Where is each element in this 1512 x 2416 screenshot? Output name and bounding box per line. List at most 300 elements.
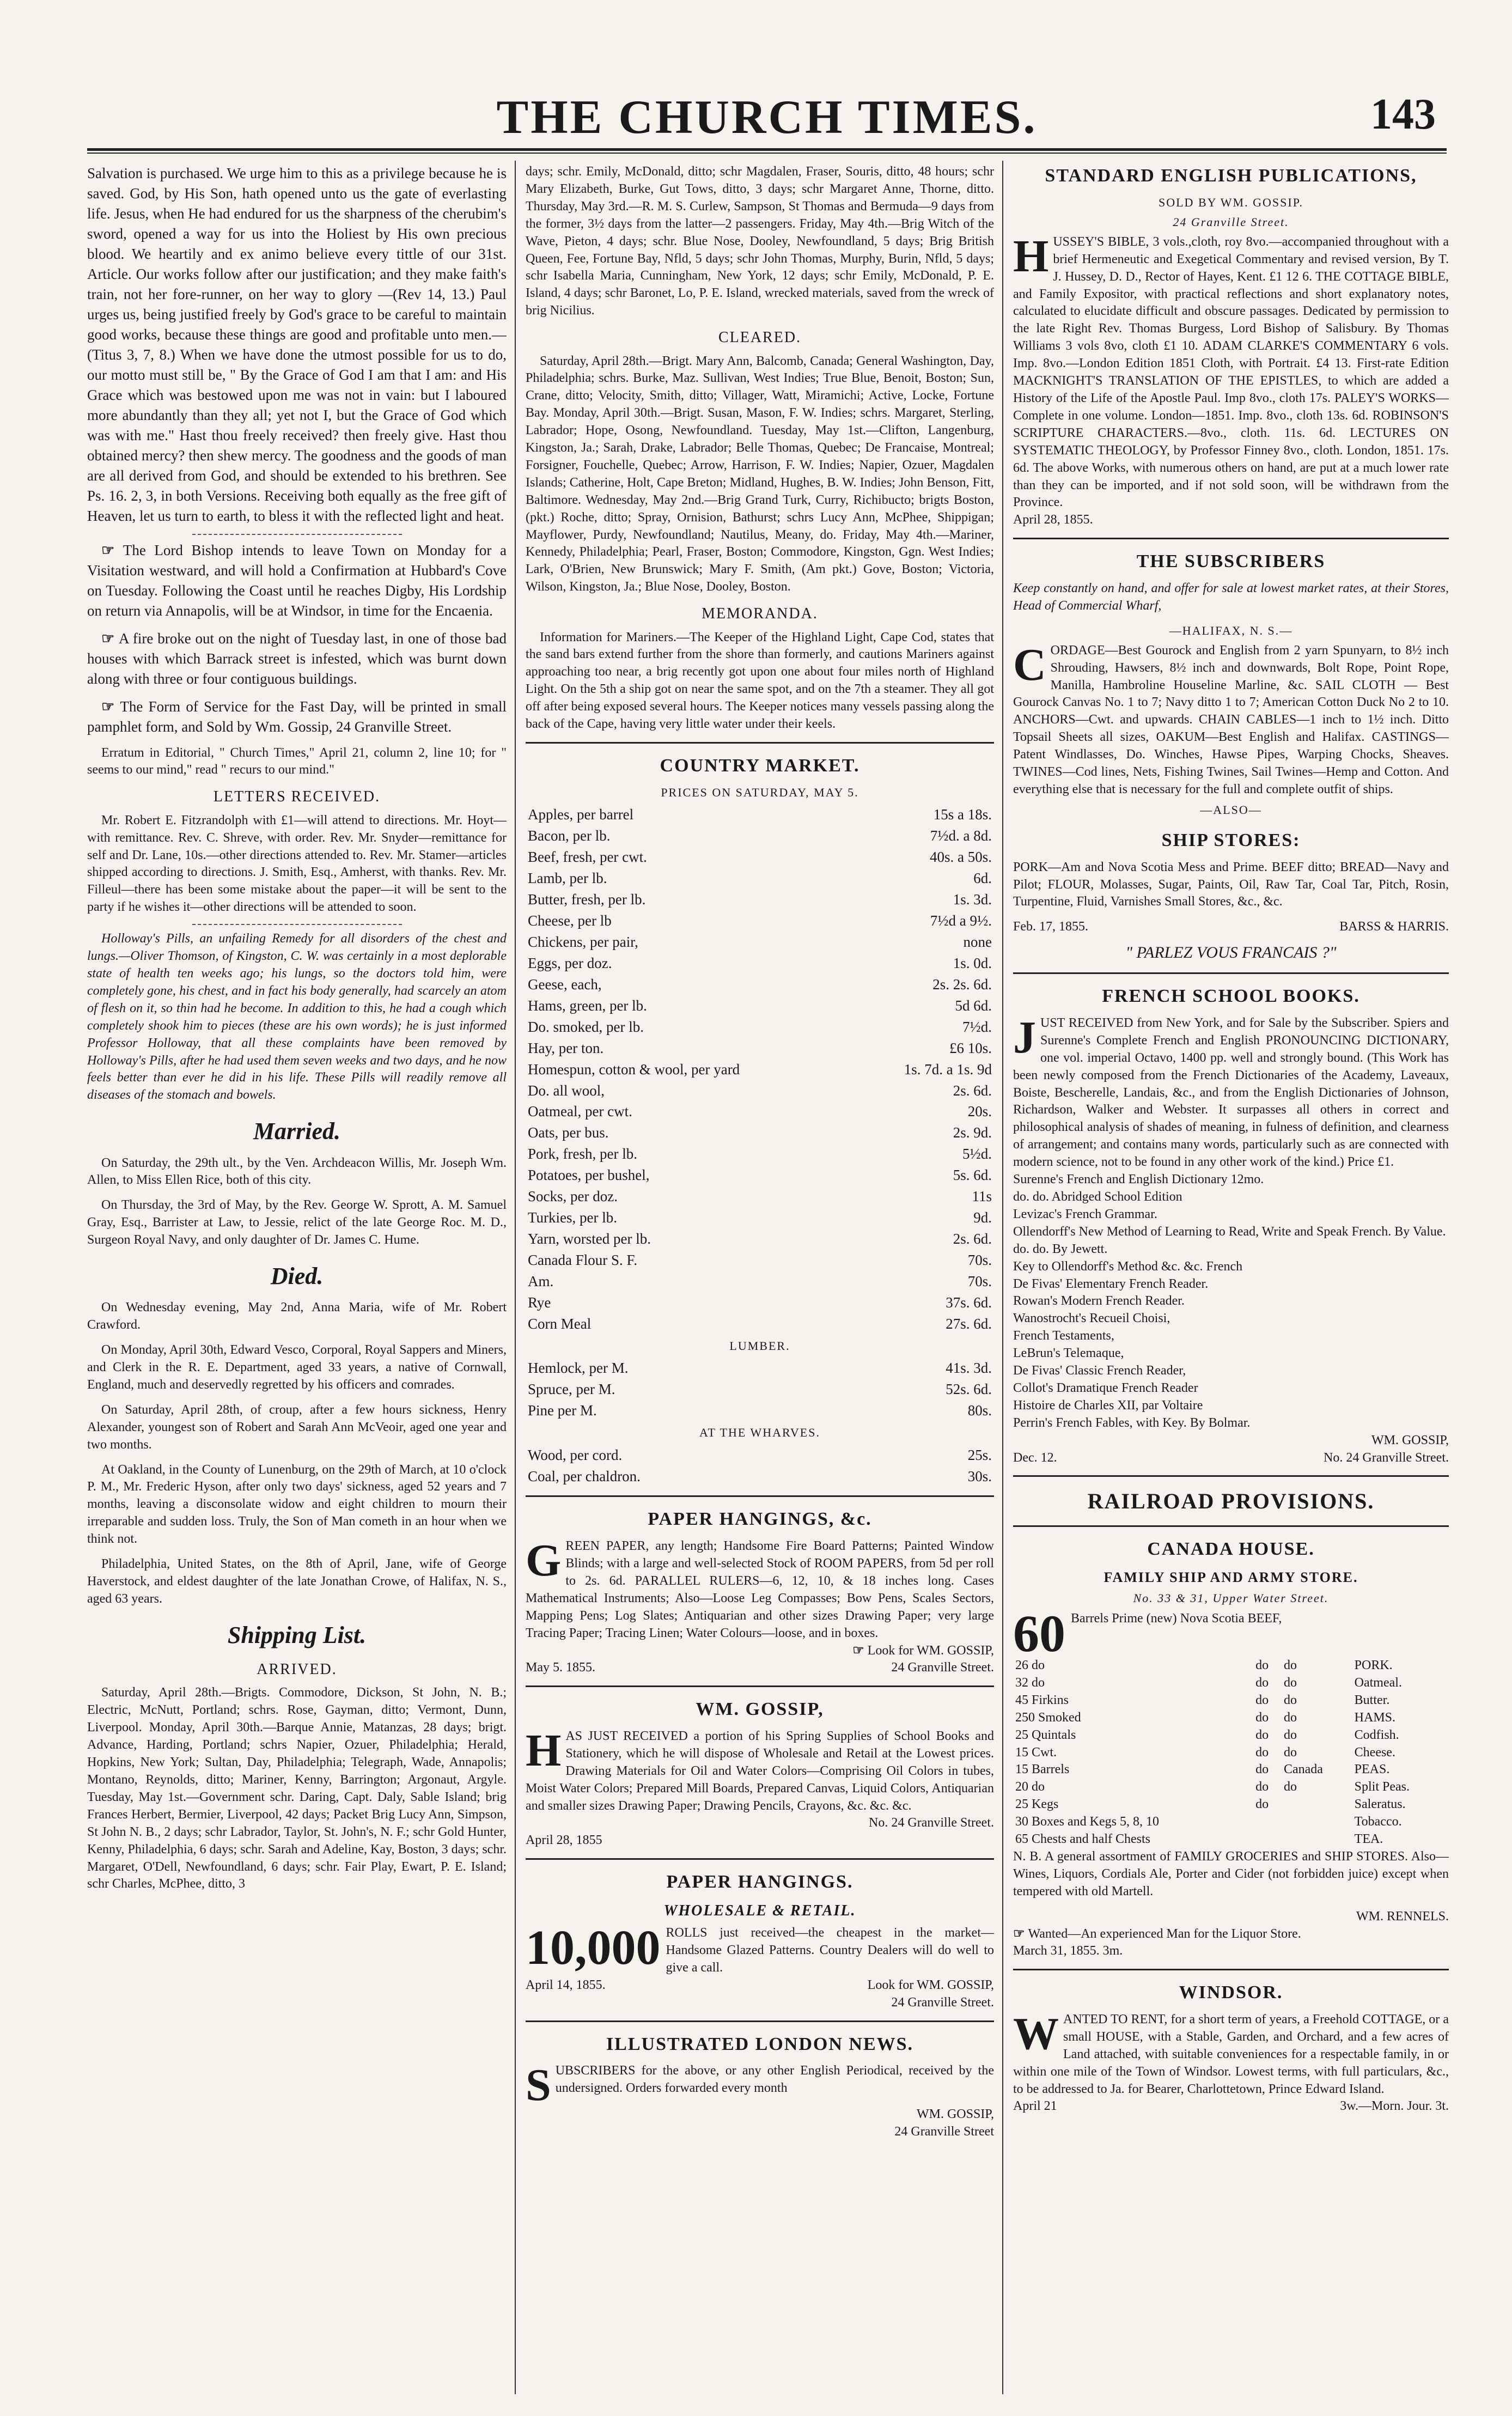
market-row-cell: Do. all wool, — [528, 1082, 605, 1099]
section-rule — [1013, 972, 1449, 974]
market-row — [526, 825, 994, 847]
french-date: Dec. 12. — [1013, 1450, 1057, 1465]
memoranda-text: Information for Mariners.—The Keeper of the Highland Light, Cape Cod, states that the sand bars extend further from the shore than formerly, and cautions Mariners against approaching too near, a brig recently got upon one about four miles north of Highland Light. On the 5th a ship got on near the same spot, and on the 7th a steamer. They all got off after being exposed several hours. The Keeper notices many vessels passing along the back of the Cape, having very little water under their keels. — [526, 630, 994, 732]
cleared-text: Saturday, April 28th.—Brigt. Mary Ann, Balcomb, Canada; General Washington, Day, Philadelphia; schrs. Burke, Maz. Sullivan, West Indies; True Blue, Benoit, Boston; Sun, Crane, ditto; Velocity, Smith, ditto; Villager, Watt, Miramichi; Active, Locke, Fortune Bay. Monday, April 30th.—Brigt. Susan, Mason, F. W. Indies; schrs. Margaret, Sterling, Labrador; Hope, Osong, Newfoundland. Tuesday, May 1st.—Clifton, Langenburg, Kingston, Ja.; Sarah, Drake, Labrador; Belle Thomas, Quebec; De Francaise, Montreal; Forsigner, Fouchelle, Quebec; Arrow, Harrison, F. W. Indies; Napier, Ozuer, Magdalen Islands; Catherine, Holt, Cape Breton; Midland, Hughes, B. W. Indies; John Benson, Fitt, Baltimore. Wednesday, May 2nd.—Brig Grand Turk, Curry, Richibucto; brigts Boston, (pkt.) Roche, ditto; Spray, Ornision, Bathurst; schrs Lucy Ann, McPhee, Shippigan; Mayflower, Purdy, Newfoundland; Nautilus, Meany, do. Friday, May 4th.—Mariner, Kennedy, Philadelphia; Pearl, Fraser, Boston; Commodore, Kingston, Ggn. West Indies; Lark, O'Brien, New Brunswick; Mary F. Smith, (Am pkt.) Gove, Boston; Victoria, Wilson, Kingston, Ja.; Blue Nose, Dooley, Boston. — [526, 354, 994, 594]
masthead-rule — [87, 148, 1447, 154]
paper-date: May 5. 1855. — [526, 1660, 595, 1675]
market-row-cell: Pork, fresh, per lb. — [528, 1146, 637, 1163]
gossip-date: April 28, 1855 — [526, 1833, 602, 1848]
lumber-table — [526, 1358, 994, 1421]
section-rule — [1013, 1969, 1449, 1970]
stock-row-cell: do — [1255, 1710, 1269, 1725]
stock-row-cell: 30 Boxes and Kegs 5, 8, 10 — [1015, 1815, 1159, 1829]
pointing-hand-icon: ☞ — [101, 541, 123, 558]
london-heading: ILLUSTRATED LONDON NEWS. — [606, 2034, 914, 2054]
paper-look-line — [526, 1642, 994, 1660]
stock-row-cell: do — [1283, 1780, 1297, 1794]
stock-row-cell: do — [1283, 1658, 1297, 1672]
windsor-heading: WINDSOR. — [1179, 1982, 1283, 2003]
lumber-row-cell: Spruce, per M. — [528, 1381, 615, 1398]
market-row-cell: 7½d. — [962, 1018, 992, 1035]
divider — [192, 924, 402, 925]
stock-row-cell: do — [1255, 1727, 1269, 1742]
std-date: April 28, 1855. — [1013, 513, 1093, 527]
paper-address: 24 Granville Street. — [891, 1660, 994, 1675]
married-heading: Married. — [253, 1118, 341, 1145]
std-address: 24 Granville Street. — [1173, 215, 1289, 229]
market-row-cell: 5s. 6d. — [953, 1167, 992, 1184]
section-rule — [1013, 1475, 1449, 1477]
stock-row-cell: 250 Smoked — [1015, 1710, 1081, 1725]
market-row — [526, 1292, 994, 1313]
market-row-cell: 70s. — [967, 1273, 992, 1290]
market-row — [526, 1271, 994, 1292]
market-row — [526, 995, 994, 1017]
canada-address: No. 33 & 31, Upper Water Street. — [1133, 1591, 1329, 1605]
paper-advert-text: REEN PAPER, any length; Handsome Fire Board Patterns; Painted Window Blinds; with a large and well-selected Stock of ROOM PAPERS, from 5d per roll to 2s. 6d. PARALLEL RULERS—6, 12, 10, & 18 inches long. Cases Mathematical Instruments; Also—Loose Leg Compasses; Bow Pens, Scales Sectors, Mapping Pens; Log Slates; Antiquarian and other sizes Drawing Paper; very large Tracing Paper; Tracing Linen; Water Colours—loose, and in boxes. — [526, 1539, 994, 1640]
died-entry: At Oakland, in the County of Lunenburg, on the 29th of March, at 10 o'clock P. M., Mr. Frederic Hyson, after only two days' sickness, aged 52 years and 7 months, leaving a disconsolate widow and eight children to mourn their irreparable and sudden loss. Truly, the Son of Man cometh in an hour when we think not. — [87, 1462, 507, 1547]
wharves-row — [526, 1445, 994, 1466]
stock-row — [1013, 1727, 1449, 1744]
london-address: 24 Granville Street — [894, 2124, 994, 2139]
stock-row-cell: Canada — [1283, 1762, 1323, 1777]
gossip-address: No. 24 Granville Street. — [869, 1816, 994, 1830]
erratum: Erratum in Editorial, " Church Times," April 21, column 2, line 10; for " seems to our mind," read " recurs to our mind." — [87, 745, 507, 777]
french-book-item: Ollendorff's New Method of Learning to Read, Write and Speak French. By Value. — [1013, 1224, 1446, 1239]
london-sign: WM. GOSSIP, — [916, 2107, 994, 2121]
canada-wanted — [1013, 1926, 1449, 1943]
canada-wanted-text: Wanted—An experienced Man for the Liquor Store. — [1028, 1926, 1301, 1941]
stock-row — [1013, 1779, 1449, 1796]
stock-row — [1013, 1709, 1449, 1727]
market-row — [526, 910, 994, 932]
london-advert-text: UBSCRIBERS for the above, or any other English Periodical, received by the undersigned. Orders forwarded every month — [555, 2064, 994, 2096]
market-row-cell: none — [963, 933, 992, 950]
french-book-item: Perrin's French Fables, with Key. By Bolmar. — [1013, 1415, 1251, 1430]
london-advert — [526, 2062, 994, 2140]
lumber-row — [526, 1358, 994, 1379]
market-row-cell: 70s. — [967, 1252, 992, 1269]
french-advert-text: UST RECEIVED from New York, and for Sale by the Subscriber. Spiers and Surenne's Complete French and English PRONOUNCING DICTIONARY, one vol. imperial Octavo, 1400 pp. well and strongly bound. (This Work has been newly composed from the French Dictionaries of the Academy, Laveaux, Boiste, Bescherelle, Landais, &c., and from the English Dictionaries of Johnson, Richardson, Walker and Webster. It surpasses all others in correct and philosophical analysis of shades of meaning, in fulness of definition, and clearness of arrangement; and contains many words, particularly such as are connected with modern science, not to be found in any other work of the kind.) Price £1. — [1013, 1015, 1449, 1170]
stock-row-cell: do — [1283, 1710, 1297, 1725]
market-row-cell: Lamb, per lb. — [528, 869, 607, 886]
stock-row — [1013, 1813, 1449, 1831]
std-heading: STANDARD ENGLISH PUBLICATIONS, — [1045, 166, 1417, 186]
fast-day-notice-text: The Form of Service for the Fast Day, will be printed in small pamphlet form, and Sold by Wm. Gossip, 24 Granville Street. — [87, 698, 507, 735]
stock-row-cell — [1282, 1796, 1352, 1813]
section-rule — [1013, 1525, 1449, 1527]
market-row-cell: Potatoes, per bushel, — [528, 1167, 650, 1184]
market-row-cell: 2s. 2s. 6d. — [932, 976, 992, 993]
market-row-cell: 1s. 3d. — [953, 891, 992, 908]
arrivals-continued: days; schr. Emily, McDonald, ditto; schr Magdalen, Fraser, Souris, ditto, 48 hours; schr Mary Elizabeth, Burke, Gut Tows, ditto, 3 days; schr Margaret Anne, Thorne, ditto. Thursday, May 3rd.—R. M. S. Curlew, Sampson, St Thomas and Bermuda—9 days from the former, 3½ days from the latter—2 passengers. Friday, May 4th.—Brig Witch of the Wave, Pieton, 4 days; schr. Blue Nose, Dooley, Newfoundland, 5 days; Brig British Queen, Fee, Fortune Bay, Nfld, 5 days; schr John Thomas, Murphy, Burin, Nfld, 5 days; schr Isabella Maria, Cunningham, New York, 12 days; schr Emily, McDonald, P. E. Island, 4 days; schr Baronet, Lo, P. E. Island, wrecked materials, saved from the wreck of brig Nicilius. — [526, 165, 994, 318]
french-heading: FRENCH SCHOOL BOOKS. — [1102, 986, 1360, 1007]
market-row-cell: Cheese, per lb — [528, 912, 612, 929]
wharves-row-cell: 25s. — [967, 1446, 992, 1463]
market-row — [526, 953, 994, 974]
section-rule — [526, 1495, 994, 1497]
arrived-heading: ARRIVED. — [257, 1661, 337, 1678]
french-footer — [1013, 1450, 1449, 1467]
pointing-hand-icon: ☞ — [852, 1643, 868, 1658]
market-row-cell: 9d. — [973, 1209, 992, 1226]
stock-row-cell: 32 do — [1015, 1675, 1045, 1690]
market-row-cell: 5d 6d. — [955, 997, 992, 1014]
stock-row-cell: Split Peas. — [1354, 1780, 1410, 1794]
holloway-advert: Holloway's Pills, an unfailing Remedy for all disorders of the chest and lungs.—Oliver Thomson, of Kingston, C. W. was certainly in a most deplorable state of health ten weeks ago; his lungs, so the doctors told him, were completely gone, his chest, and in fact his body generally, had scarcely an atom of flesh on it, so thin had he become. In addition to this, he had a cough which completely shook him to pieces (these are his own words); he is just informed Professor Holloway, that all these complaints have been removed by Holloway's Pills, after he had used them seven weeks and two days, and he now feels better than ever he did in his life. These Pills will readily remove all diseases of the stomach and bowels. — [87, 932, 507, 1103]
memoranda-heading: MEMORANDA. — [702, 605, 818, 623]
market-row-cell: 40s. a 50s. — [930, 848, 992, 865]
died-entry: On Saturday, April 28th, of croup, after a few hours sickness, Henry Alexander, youngest son of Robert and Sarah Ann McVeoir, aged one year and two months. — [87, 1402, 507, 1452]
drop-cap: G — [526, 1535, 562, 1586]
died-entry: Philadelphia, United States, on the 8th of April, Jane, wife of George Haverstock, and eldest daughter of the late Jonathan Crowe, of Halifax, N. S., aged 63 years. — [87, 1557, 507, 1606]
hangings-date: April 14, 1855. — [526, 1977, 606, 1992]
market-row — [526, 1101, 994, 1122]
market-heading: COUNTRY MARKET. — [660, 756, 860, 776]
hangings-advert — [526, 1921, 994, 2012]
market-row — [526, 1080, 994, 1101]
subs-heading: THE SUBSCRIBERS — [1136, 551, 1326, 572]
stock-row-cell — [1282, 1813, 1352, 1831]
lumber-row — [526, 1379, 994, 1400]
french-book-list — [1013, 1171, 1449, 1432]
married-entry: On Saturday, the 29th ult., by the Ven. Archdeacon Willis, Mr. Joseph Wm. Allen, to Miss Ellen Rice, both of this city. — [87, 1155, 507, 1188]
fast-day-notice — [87, 697, 507, 737]
market-row — [526, 889, 994, 910]
ship-date: Feb. 17, 1855. — [1013, 920, 1088, 934]
column-divider — [1002, 161, 1003, 2394]
windsor-advert-text: ANTED TO RENT, for a short term of years, a Freehold COTTAGE, or a small HOUSE, with a Stable, Garden, and Orchard, and a few acres of Land attached, with suitable conveniences for a respectable family, in or within one mile of the Town of Windsor. Lowest terms, with full particulars, &c., to be addressed to Ja. for Bearer, Charlottetown, Prince Edward Island. — [1013, 2012, 1449, 2096]
canada-first-line: Barrels Prime (new) Nova Scotia BEEF, — [1071, 1611, 1282, 1626]
canada-subheading: FAMILY SHIP AND ARMY STORE. — [1103, 1569, 1358, 1585]
canada-date-line — [1013, 1943, 1449, 1960]
market-row-cell: 11s — [972, 1188, 992, 1205]
drop-cap: S — [526, 2060, 551, 2111]
hangings-look: Look for WM. GOSSIP, — [867, 1977, 994, 1992]
hangings-address: 24 Granville Street. — [891, 1995, 994, 2010]
market-row-cell: 2s. 6d. — [953, 1231, 992, 1247]
stock-row-cell: do — [1255, 1693, 1269, 1707]
stock-row-cell: Butter. — [1354, 1693, 1390, 1707]
stock-row-cell: do — [1255, 1675, 1269, 1690]
parlez-line: " PARLEZ VOUS FRANCAIS ?" — [1125, 944, 1337, 962]
column-2 — [526, 163, 994, 2391]
ship-heading: SHIP STORES: — [1161, 830, 1301, 851]
french-advert — [1013, 1012, 1449, 1171]
lumber-row-cell: 80s. — [967, 1402, 992, 1419]
stock-row-cell: PORK. — [1354, 1658, 1393, 1672]
french-book-item: French Testaments, — [1013, 1329, 1114, 1343]
french-sign: WM. GOSSIP, — [1371, 1433, 1449, 1447]
french-book-item: LeBrun's Telemaque, — [1013, 1346, 1124, 1361]
french-book-item: do. do. By Jewett. — [1013, 1242, 1108, 1256]
market-row-cell: Canada Flour S. F. — [528, 1252, 638, 1269]
column-3 — [1013, 163, 1449, 2391]
stock-row-cell: do — [1283, 1693, 1297, 1707]
market-subheading: PRICES ON SATURDAY, MAY 5. — [661, 785, 859, 799]
canada-nb: N. B. A general assortment of FAMILY GROCERIES and SHIP STORES. Also—Wines, Liquors, Cordials Ale, Porter and Cider (not forbidden juice) except when tempered with old Martell. — [1013, 1849, 1449, 1898]
market-row-cell: Yarn, worsted per lb. — [528, 1231, 651, 1247]
stock-row-cell: Codfish. — [1354, 1727, 1399, 1742]
market-row-cell: 5½d. — [962, 1146, 992, 1163]
column-1 — [87, 163, 507, 2391]
windsor-note: 3w.—Morn. Jour. 3t. — [1340, 2099, 1449, 2114]
stock-row-cell: do — [1255, 1745, 1269, 1760]
stock-row — [1013, 1675, 1449, 1692]
windsor-date: April 21 — [1013, 2099, 1057, 2114]
gossip-heading: WM. GOSSIP, — [696, 1699, 824, 1720]
canada-quantity: 60 — [1013, 1604, 1065, 1663]
letters-heading: LETTERS RECEIVED. — [213, 788, 381, 806]
market-row-cell: £6 10s. — [949, 1039, 992, 1056]
drop-cap: J — [1013, 1012, 1036, 1063]
subs-advert-text: ORDAGE—Best Gourock and English from 2 yarn Spunyarn, to 8½ inch Shrouding, Hawsers, 8½ inch and downwards, Bolt Rope, Point Rope, Manilla, Hambroline Houseline Marline, &c. SAIL CLOTH — Best Gourock Canvas No. 1 to 7; Navy ditto 1 to 7; American Cotton Duck No 2 to 10. ANCHORS—Cwt. and upwards. CHAIN CABLES—1 inch to 1½ inch. Ditto Topsail Sheets all sizes, OAKUM—Best English and Halifax. CASTINGS—Patent Windlasses, Do. Winches, Hawse Pipes, Warping Chocks, Sheaves. TWINES—Cod lines, Nets, Fishing Twines, Sail Twines—Hemp and Cotton. And everything else that is necessary for the full and complete outfit of ships. — [1013, 643, 1449, 796]
market-row-cell: 2s. 9d. — [953, 1124, 992, 1141]
stock-row-cell: 26 do — [1015, 1658, 1045, 1672]
ship-footer — [1013, 918, 1449, 936]
letters-text: Mr. Robert E. Fitzrandolph with £1—will attend to directions. Mr. Hoyt—with remittance. Rev. C. Shreve, with order. Rev. Mr. Snyder—remittance for self and Dr. Lane, 10s.—other directions attended to. Rev. Mr. Stamer—articles shipped according to directions. J. Smith, Esq., Amherst, with thanks. Rev. Mr. Filleul—there has been some mistake about the paper—it will be sent to the party if he wishes it—other directions will be attended to soon. — [87, 813, 507, 915]
windsor-footer — [1013, 2098, 1449, 2115]
windsor-advert — [1013, 2008, 1449, 2115]
french-book-item: Key to Ollendorff's Method &c. &c. French — [1013, 1259, 1243, 1274]
french-book-item: Rowan's Modern French Reader. — [1013, 1294, 1185, 1309]
market-row-cell: 1s. 0d. — [953, 954, 992, 971]
market-row — [526, 1059, 994, 1080]
market-row — [526, 1250, 994, 1271]
drop-cap: H — [1013, 230, 1049, 282]
french-book-item: Surenne's French and English Dictionary 12mo. — [1013, 1172, 1264, 1187]
market-row-cell: Corn Meal — [528, 1316, 592, 1332]
french-book-item: Histoire de Charles XII, par Voltaire — [1013, 1398, 1203, 1413]
canada-duration: 3m. — [1102, 1944, 1123, 1958]
market-row — [526, 1038, 994, 1059]
fire-notice — [87, 629, 507, 689]
died-entry: On Monday, April 30th, Edward Vesco, Corporal, Royal Sappers and Miners, and Clerk in the R. E. Department, aged 33 years, a native of Cornwall, England, much and deservedly regretted by his officers and comrades. — [87, 1343, 507, 1392]
french-book-item: Levizac's French Grammar. — [1013, 1207, 1157, 1221]
market-row-cell: Eggs, per doz. — [528, 954, 612, 971]
stock-row-cell: 65 Chests and half Chests — [1015, 1832, 1150, 1847]
market-row-cell: Rye — [528, 1294, 551, 1311]
fire-notice-text: A fire broke out on the night of Tuesday last, in one of those bad houses with which Barrack street is infested, which was burnt down along with three or four contiguous buildings. — [87, 630, 507, 687]
stock-row — [1013, 1744, 1449, 1762]
market-row — [526, 1186, 994, 1207]
market-row — [526, 868, 994, 889]
canada-date: March 31, 1855. — [1013, 1944, 1100, 1958]
market-row-cell: Turkies, per lb. — [528, 1209, 618, 1226]
market-row-cell: Hams, green, per lb. — [528, 997, 647, 1014]
died-heading: Died. — [270, 1263, 324, 1290]
married-entry: On Thursday, the 3rd of May, by the Rev. George W. Sprott, A. M. Samuel Gray, Esq., Barrister at Law, to Jessie, relict of the late George Roc. M. D., Surgeon Royal Navy, and only daughter of Dr. James C. Hume. — [87, 1198, 507, 1247]
french-address: No. 24 Granville Street. — [1324, 1450, 1449, 1465]
cleared-heading: CLEARED. — [718, 329, 802, 346]
market-row — [526, 1313, 994, 1335]
drop-cap: C — [1013, 639, 1046, 690]
market-row — [526, 804, 994, 825]
stock-row — [1013, 1657, 1449, 1675]
stock-row-cell: do — [1283, 1727, 1297, 1742]
arrived-text: Saturday, April 28th.—Brigts. Commodore, Dickson, St John, N. B.; Electric, McNutt, Portland; schrs. Rose, Gayman, ditto; Vermont, Dunn, Liverpool. Monday, April 30th.—Barque Annie, Matanzas, 28 days; brigt. Advance, Harding, Portland; schrs Napier, Ozuer, Philadelphia; Herald, Hopkins, New York; Sultan, Day, Philadelphia; Telegraph, Wade, Annapolis; Montano, Reynolds, ditto; Mariner, Kenny, Barrington; Argonaut, Argyle. Tuesday, May 1st.—Government schr. Daring, Capt. Daly, Sable Island; brig Frances Herbert, Bermier, Liverpool, 42 days; Packet Brig Lucy Ann, Simpson, St John N. B., 2 days; schr Labrador, Taylor, St. John's, N. F.; schr Gold Hunter, Kenny, Philadelphia, 6 days; schr. Sarah and Adeline, Kay, Boston, 3 days; schr. Margaret, O'Dell, Newfoundland, 6 days; schr. Fair Play, Ewart, P. E. Island; schr Charles, McPhee, ditto, 3 — [87, 1685, 507, 1891]
stock-row — [1013, 1761, 1449, 1779]
market-row-cell: Homespun, cotton & wool, per yard — [528, 1061, 740, 1078]
market-row — [526, 974, 994, 995]
lumber-row-cell: 52s. 6d. — [946, 1381, 992, 1398]
french-book-item: do. do. Abridged School Edition — [1013, 1189, 1182, 1204]
pointing-hand-icon: ☞ — [1013, 1926, 1028, 1941]
pointing-hand-icon: ☞ — [101, 630, 119, 647]
railroad-heading: RAILROAD PROVISIONS. — [1087, 1489, 1375, 1514]
stock-row-cell: do — [1255, 1797, 1269, 1812]
subs-advert — [1013, 639, 1449, 799]
editorial-paragraph: Salvation is purchased. We urge him to this as a privilege because he is saved. God, by His Son, hath opened unto us the gate of everlasting life. Jesus, when He had endured for us the sharpness of the cherubim's sword, opened a way for us into the Holiest by His own precious blood. We heartily and ex animo believe every tittle of our 31st. Article. Our works follow after our justification; and they make faith's train, not her fore-runner, on her way to glory —(Rev 14, 13.) Paul urges us, being justified freely by God's grace to be careful to maintain good works, because these things are good and profitable unto men.—(Titus 3, 7, 8.) When we have done the utmost possible for us to do, our motto must still be, " By the Grace of God I am that I am: and His Grace which was bestowed upon me was not in vain: but I laboured more abundantly than they all; yet not I, but the Grace of God which was with me." Hast thou freely received? then freely give. Hast thou obtained mercy? then shew mercy. The goodness and the goods of man are all derived from God, and should be extended to his brethren. See Ps. 16. 2, 3, in both Versions. Receiving both equally as the free gift of Heaven, let us turn to earth, to bless it with the reflected light and heat. — [87, 165, 507, 524]
market-row — [526, 1165, 994, 1186]
stock-row-cell: do — [1283, 1675, 1297, 1690]
lumber-row — [526, 1400, 994, 1421]
market-row-cell: Oats, per bus. — [528, 1124, 609, 1141]
market-row-cell: Socks, per doz. — [528, 1188, 618, 1205]
hangings-quantity: 10,000 — [526, 1921, 661, 1975]
stock-row-cell: 15 Cwt. — [1015, 1745, 1057, 1760]
market-table — [526, 804, 994, 1335]
stock-row — [1013, 1692, 1449, 1709]
stock-row-cell: Saleratus. — [1354, 1797, 1406, 1812]
stock-row-cell: PEAS. — [1354, 1762, 1390, 1777]
section-rule — [1013, 538, 1449, 539]
market-row-cell: 7½d a 9½. — [930, 912, 992, 929]
paper-advert — [526, 1535, 994, 1677]
stock-row — [1013, 1831, 1449, 1848]
canada-heading: CANADA HOUSE. — [1147, 1539, 1315, 1560]
bishop-notice — [87, 540, 507, 621]
died-entry: On Wednesday evening, May 2nd, Anna Maria, wife of Mr. Robert Crawford. — [87, 1300, 507, 1332]
stock-row-cell: 15 Barrels — [1015, 1762, 1070, 1777]
stock-row-cell: do — [1255, 1762, 1269, 1777]
stock-row-cell: do — [1283, 1745, 1297, 1760]
paper-look: Look for WM. GOSSIP, — [867, 1643, 994, 1658]
section-rule — [526, 1858, 994, 1860]
market-row-cell: Am. — [528, 1273, 554, 1290]
wharves-row — [526, 1466, 994, 1487]
canada-sign: WM. RENNELS. — [1356, 1909, 1449, 1924]
stock-row-cell: 25 Kegs — [1015, 1797, 1059, 1812]
stock-row-cell: Tobacco. — [1354, 1815, 1402, 1829]
market-row — [526, 847, 994, 868]
lumber-row-cell: 41s. 3d. — [946, 1360, 992, 1377]
std-advert-text: USSEY'S BIBLE, 3 vols.,cloth, roy 8vo.—accompanied throughout with a brief Hermeneutic and Exegetical Commentary and revised version, By T. J. Hussey, D. D., Rector of Hayes, Kent. £1 12 6. THE COTTAGE BIBLE, and Family Expositor, with practical reflections and short explanatory notes, calculated to elucidate difficult and obscure passages. Dedicated by permission to the late Right Rev. Thomas Burgess, Lord Bishop of Salisbury. By Thomas Williams 3 vols 8vo, cloth £1 10. ADAM CLARKE'S COMMENTARY 6 vols. Imp. 8vo.—London Edition 1851 Cloth, with Portrait. £4 13. First-rate Edition MACKNIGHT'S TRANSLATION OF THE EPISTLES, to which are added a History of the Life of the Apostle Paul. Imp 8vo., cloth 17s. PALEY'S WORKS—Complete in one volume. London—1851. Imp. 8vo., cloth 13s. 6d. ROBINSON'S SCRIPTURE CHARACTERS.—8vo., cloth. 11s. 6d. LECTURES ON SYSTEMATIC THEOLOGY, by Professor Finney 8vo., cloth. London, 1851. 17s. 6d. The above Works, with numerous others on hand, are put at a much lower rate than they can be imported, and if not sold soon, will be withdrawn from the Province. — [1013, 234, 1449, 510]
section-rule — [526, 742, 994, 744]
subs-place: —HALIFAX, N. S.— — [1169, 623, 1293, 637]
market-row-cell: Apples, per barrel — [528, 806, 634, 823]
market-row-cell: 27s. 6d. — [946, 1316, 992, 1332]
market-row — [526, 1122, 994, 1143]
market-row-cell: 1s. 7d. a 1s. 9d — [904, 1061, 992, 1078]
french-book-item: De Fivas' Elementary French Reader. — [1013, 1276, 1209, 1291]
stock-row-cell: Cheese. — [1354, 1745, 1395, 1760]
hangings-heading: PAPER HANGINGS. — [666, 1872, 853, 1892]
market-row-cell: Beef, fresh, per cwt. — [528, 848, 647, 865]
pointing-hand-icon: ☞ — [101, 698, 120, 715]
also-label: —ALSO— — [1200, 802, 1262, 817]
market-row — [526, 1228, 994, 1250]
stock-row-cell: HAMS. — [1354, 1710, 1396, 1725]
wharves-table — [526, 1445, 994, 1487]
newspaper-title: THE CHURCH TIMES. — [496, 91, 1038, 144]
market-row-cell: Chickens, per pair, — [528, 933, 638, 950]
ship-sign: BARSS & HARRIS. — [1339, 920, 1449, 934]
market-row — [526, 1143, 994, 1165]
stock-row-cell: do — [1255, 1780, 1269, 1794]
wharves-row-cell: Wood, per cord. — [528, 1446, 623, 1463]
market-row-cell: Geese, each, — [528, 976, 602, 993]
divider — [192, 534, 402, 535]
market-row-cell: 37s. 6d. — [946, 1294, 992, 1311]
market-row-cell: Hay, per ton. — [528, 1039, 604, 1056]
section-rule — [526, 2021, 994, 2022]
hangings-advert-text: ROLLS just received—the cheapest in the market—Handsome Glazed Patterns. Country Dealers will do well to give a call. — [666, 1926, 994, 1975]
market-row — [526, 1017, 994, 1038]
drop-cap: H — [526, 1725, 562, 1776]
wharves-row-cell: 30s. — [967, 1468, 992, 1484]
stock-row-cell — [1253, 1831, 1282, 1848]
market-row — [526, 1207, 994, 1228]
lumber-heading: LUMBER. — [729, 1339, 790, 1353]
stock-row-cell: TEA. — [1354, 1832, 1383, 1847]
paper-footer — [526, 1659, 994, 1677]
market-row-cell: Bacon, per lb. — [528, 827, 611, 844]
gossip-advert — [526, 1725, 994, 1849]
stock-row-cell: Oatmeal. — [1354, 1675, 1402, 1690]
market-row-cell: Oatmeal, per cwt. — [528, 1103, 632, 1120]
stock-row-cell — [1253, 1813, 1282, 1831]
french-book-item: De Fivas' Classic French Reader, — [1013, 1364, 1186, 1378]
market-row-cell: 7½d. a 8d. — [930, 827, 992, 844]
stock-row-cell: 20 do — [1015, 1780, 1045, 1794]
canada-stock — [1013, 1604, 1449, 1848]
lumber-row-cell: Hemlock, per M. — [528, 1360, 629, 1377]
wharves-heading: AT THE WHARVES. — [699, 1426, 820, 1440]
market-row-cell: 6d. — [973, 869, 992, 886]
lumber-row-cell: Pine per M. — [528, 1402, 597, 1419]
market-row-cell: Do. smoked, per lb. — [528, 1018, 644, 1035]
market-row — [526, 932, 994, 953]
hangings-footer — [526, 1977, 994, 1994]
column-divider — [515, 161, 516, 2394]
stock-table — [1013, 1657, 1449, 1848]
section-rule — [526, 1685, 994, 1687]
french-book-item: Wanostrocht's Recueil Choisi, — [1013, 1311, 1170, 1326]
std-advert — [1013, 230, 1449, 529]
masthead — [87, 90, 1447, 150]
drop-cap: W — [1013, 2008, 1059, 2059]
market-row-cell: 2s. 6d. — [953, 1082, 992, 1099]
stock-row-cell: do — [1255, 1658, 1269, 1672]
stock-row — [1013, 1796, 1449, 1813]
wharves-row-cell: Coal, per chaldron. — [528, 1468, 641, 1484]
stock-row-cell — [1282, 1831, 1352, 1848]
paper-heading: PAPER HANGINGS, &c. — [648, 1509, 872, 1530]
stock-row-cell: 25 Quintals — [1015, 1727, 1076, 1742]
stock-row-cell: 45 Firkins — [1015, 1693, 1069, 1707]
subs-intro: Keep constantly on hand, and offer for sale at lowest market rates, at their Stores, Head of Commercial Wharf, — [1013, 581, 1449, 613]
french-book-item: Collot's Dramatique French Reader — [1013, 1380, 1198, 1395]
shipping-heading: Shipping List. — [227, 1621, 367, 1648]
market-row-cell: 15s a 18s. — [933, 806, 992, 823]
ship-text: PORK—Am and Nova Scotia Mess and Prime. BEEF ditto; BREAD—Navy and Pilot; FLOUR, Molasses, Sugar, Paints, Oil, Raw Tar, Coal Tar, Pitch, Rosin, Turpentine, Fluid, Varnishes Small Stores, &c., &c. — [1013, 860, 1449, 909]
hangings-subheading: WHOLESALE & RETAIL. — [663, 1902, 856, 1919]
bishop-notice-text: The Lord Bishop intends to leave Town on Monday for a Visitation westward, and will hold a Confirmation at Hubbard's Cove on Tuesday. Following the Coast until he reaches Digby, His Lordship on return via Annapolis, will be at Windsor, in time for the Encaenia. — [87, 541, 507, 619]
std-subheading: SOLD BY WM. GOSSIP. — [1159, 195, 1303, 209]
market-row-cell: Butter, fresh, per lb. — [528, 891, 646, 908]
page-number: 143 — [1370, 90, 1436, 138]
